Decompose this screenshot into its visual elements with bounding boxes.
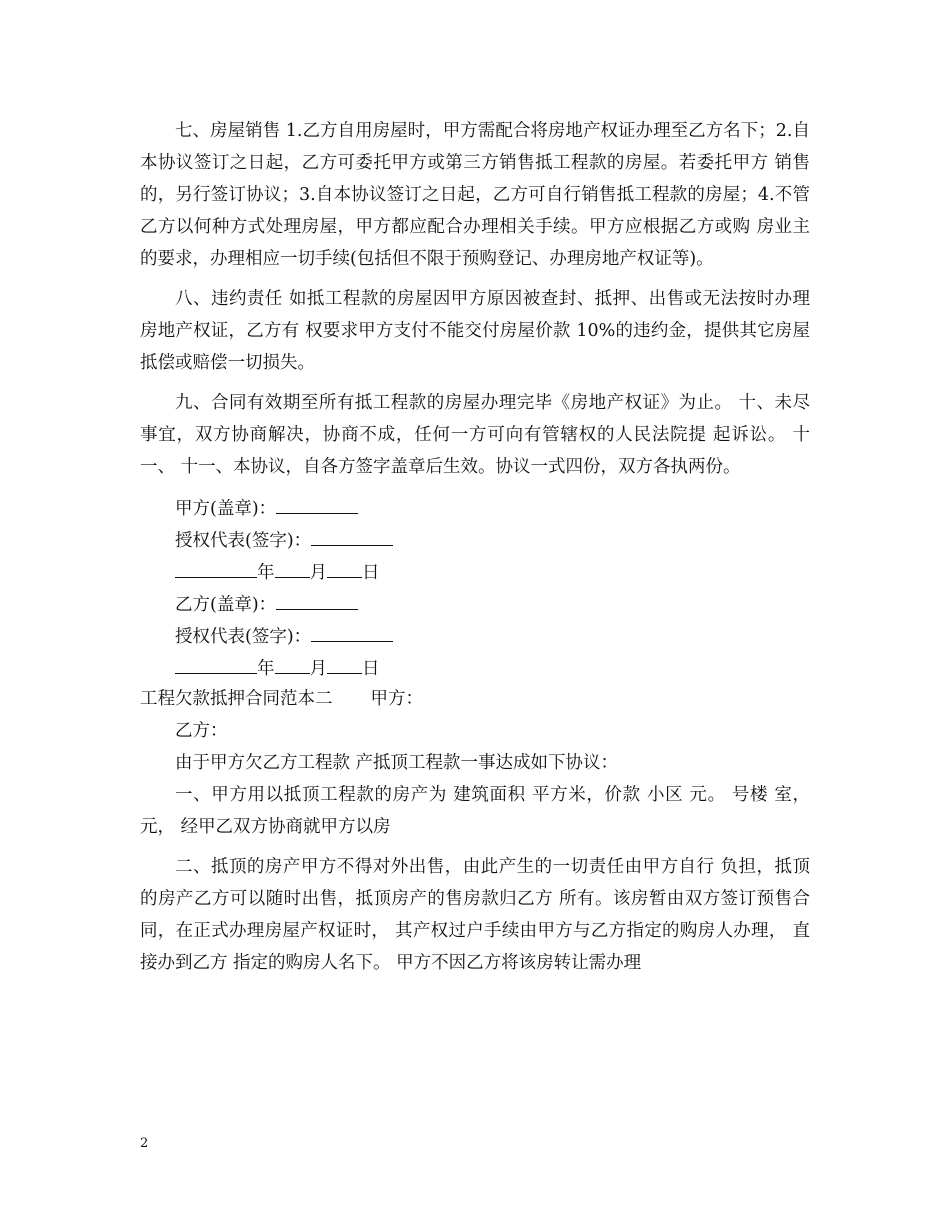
party-a-day-blank (327, 555, 362, 578)
second-contract-clause-2: 二、抵顶的房产甲方不得对外出售，由此产生的一切责任由甲方自行 负担，抵顶的房产乙方可以随时出售，抵顶房产的售房款归乙方 所有。该房暂由双方签订预售合同，在正式办理房屋产权证时， 其产权过户手续由甲方与乙方指定的购房人办理， 直接办到乙方 指定的购房人名下。 甲方不因乙方将该房转让需办理 (140, 857, 810, 973)
month-label: 月 (309, 659, 327, 679)
party-b-year-blank (175, 651, 257, 674)
party-b-date-line (175, 651, 810, 683)
clause-7-house-sale: 七、房屋销售 1.乙方自用房屋时，甲方需配合将房地产权证办理至乙方名下；2.自本协议签订之日起，乙方可委托甲方或第三方销售抵工程款的房屋。若委托甲方 销售的，另行签订协议；3.自本协议签订之日起，乙方可自行销售抵工程款的房屋；4.不管乙方以何种方式处理房屋，甲方都应配合办理相关手续。甲方应根据乙方或购 房业主的要求，办理相应一切手续(包括但不限于预购登记、办理房地产权证等)。 (140, 121, 810, 269)
party-a-rep-blank (311, 523, 393, 546)
party-b-seal-line (175, 587, 810, 619)
second-contract-party-b: 乙方： (175, 721, 228, 741)
party-a-month-blank (275, 555, 310, 578)
second-contract-intro: 由于甲方欠乙方工程款 产抵顶工程款一事达成如下协议： (175, 753, 619, 773)
document-body (140, 115, 810, 987)
second-contract-party-a: 甲方： (370, 689, 423, 709)
month-label: 月 (309, 563, 327, 583)
second-contract-title: 工程欠款抵押合同范本二 (140, 689, 333, 709)
second-contract-clause-1: 一、甲方用以抵顶工程款的房产为 建筑面积 平方米，价款 小区 元。 号楼 室， 元， 经甲乙双方协商就甲方以房 (140, 785, 810, 837)
clause-8-breach-liability: 八、违约责任 如抵工程款的房屋因甲方原因被查封、抵押、出售或无法按时办理房地产权证，乙方有 权要求甲方支付不能交付房屋价款 10%的违约金，提供其它房屋抵偿或赔偿一切损失。 (140, 289, 810, 373)
party-b-seal-label: 乙方(盖章)： (175, 595, 277, 615)
year-label: 年 (257, 563, 275, 583)
party-b-seal-blank (276, 587, 358, 610)
party-b-month-blank (275, 651, 310, 674)
party-a-seal-line (175, 491, 810, 523)
party-b-day-blank (327, 651, 362, 674)
party-b-rep-line (175, 619, 810, 651)
party-a-rep-line (175, 523, 810, 555)
party-a-seal-label: 甲方(盖章)： (175, 499, 277, 519)
year-label: 年 (257, 659, 275, 679)
second-contract-intro-line (175, 747, 810, 779)
party-a-year-blank (175, 555, 257, 578)
party-a-seal-blank (276, 491, 358, 514)
party-b-rep-blank (311, 619, 393, 642)
second-contract-heading (140, 683, 810, 715)
page-number: 2 (140, 1136, 149, 1151)
party-a-date-line (175, 555, 810, 587)
party-b-rep-label: 授权代表(签字)： (175, 627, 312, 647)
second-contract-party-b-line (175, 715, 810, 747)
day-label: 日 (362, 563, 380, 583)
clause-9-validity-period: 九、合同有效期至所有抵工程款的房屋办理完毕《房地产权证》为止。 十、未尽事宜，双方协商解决，协商不成，任何一方可向有管辖权的人民法院提 起诉讼。 十一、 十一、本协议，自各方签字盖章后生效。协议一式四份，双方各执两份。 (140, 393, 810, 477)
day-label: 日 (362, 659, 380, 679)
party-a-rep-label: 授权代表(签字)： (175, 531, 312, 551)
